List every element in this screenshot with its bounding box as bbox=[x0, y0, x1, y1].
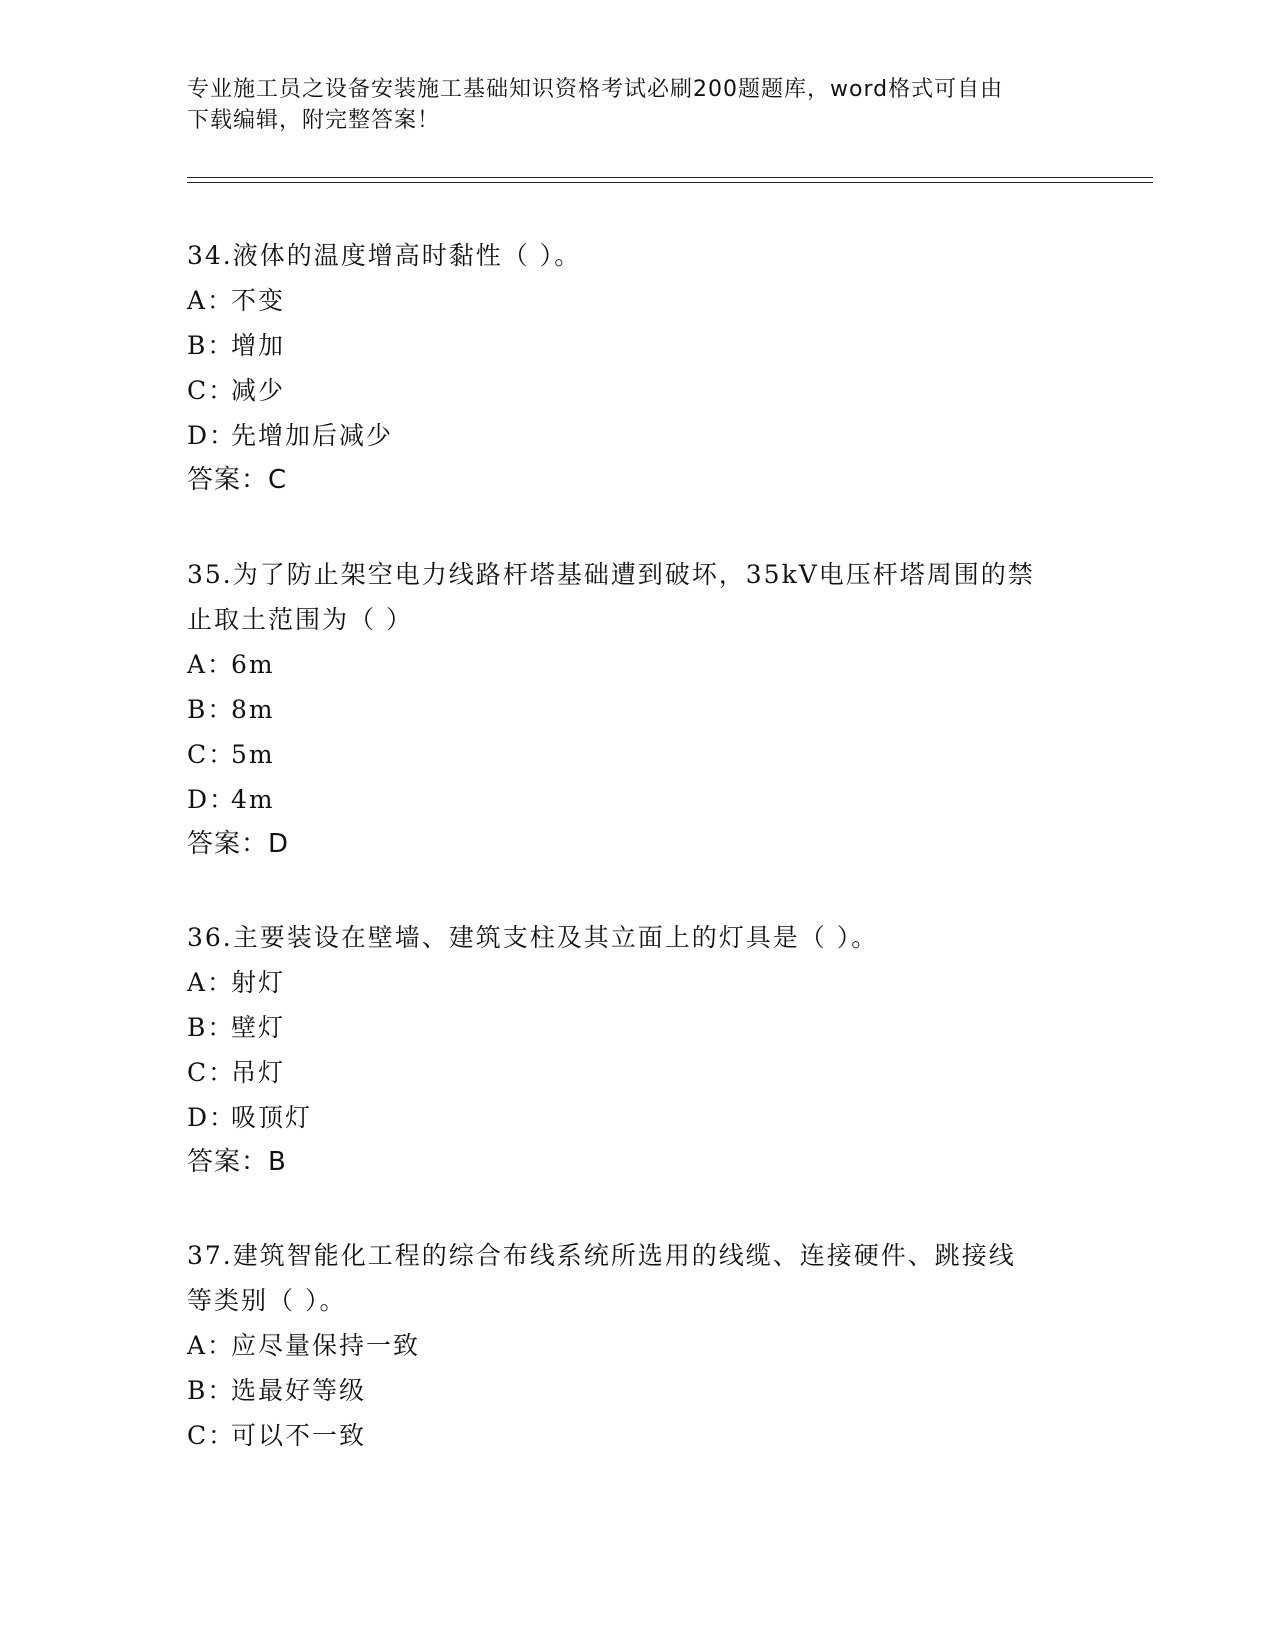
option-text: 8m bbox=[231, 695, 275, 724]
question-stem: 36.主要装设在壁墙、建筑支柱及其立面上的灯具是（ ）。 bbox=[187, 923, 879, 952]
option-letter: D： bbox=[187, 785, 237, 814]
option-text: 减少 bbox=[231, 376, 286, 405]
option-letter: C： bbox=[187, 740, 236, 769]
option-letter: D： bbox=[187, 1103, 237, 1132]
header-line-1: 专业施工员之设备安装施工基础知识资格考试必刷200题题库，word格式可自由 bbox=[187, 77, 1004, 102]
option-letter: D： bbox=[187, 421, 237, 450]
question-stem-line-2: 等类别（ ）。 bbox=[187, 1286, 347, 1315]
option-letter: B： bbox=[187, 1013, 235, 1042]
question-stem-line-1: 35.为了防止架空电力线路杆塔基础遭到破坏，35kV电压杆塔周围的禁 bbox=[187, 560, 1035, 589]
option-d bbox=[187, 1095, 1087, 1140]
option-text: 射灯 bbox=[231, 968, 286, 997]
option-text: 选最好等级 bbox=[231, 1376, 367, 1405]
question-37 bbox=[187, 1233, 1087, 1458]
option-letter: A： bbox=[187, 286, 235, 315]
option-letter: B： bbox=[187, 331, 235, 360]
option-c bbox=[187, 1413, 1087, 1458]
option-a bbox=[187, 1323, 1087, 1368]
question-stem-line-2: 止取土范围为（ ） bbox=[187, 605, 413, 634]
option-letter: B： bbox=[187, 1376, 235, 1405]
option-b bbox=[187, 687, 1087, 732]
option-b bbox=[187, 323, 1087, 368]
option-text: 5m bbox=[231, 740, 275, 769]
option-letter: A： bbox=[187, 650, 235, 679]
question-35 bbox=[187, 552, 1087, 867]
answer-line: 答案：D bbox=[187, 829, 290, 859]
option-a bbox=[187, 960, 1087, 1005]
option-d bbox=[187, 777, 1087, 822]
question-34 bbox=[187, 233, 1087, 503]
option-text: 可以不一致 bbox=[231, 1421, 367, 1450]
header-divider-bottom bbox=[187, 182, 1153, 183]
option-a bbox=[187, 278, 1087, 323]
option-b bbox=[187, 1368, 1087, 1413]
document-header bbox=[187, 74, 1087, 136]
option-text: 吊灯 bbox=[231, 1058, 286, 1087]
answer-line: 答案：B bbox=[187, 1147, 287, 1177]
question-36 bbox=[187, 915, 1087, 1185]
option-letter: C： bbox=[187, 376, 236, 405]
option-text: 6m bbox=[231, 650, 275, 679]
header-line-2: 下载编辑，附完整答案！ bbox=[187, 108, 441, 133]
option-c bbox=[187, 368, 1087, 413]
option-c bbox=[187, 732, 1087, 777]
question-stem: 34.液体的温度增高时黏性（ ）。 bbox=[187, 241, 582, 270]
question-stem-line-1: 37.建筑智能化工程的综合布线系统所选用的线缆、连接硬件、跳接线 bbox=[187, 1241, 1016, 1270]
option-text: 壁灯 bbox=[231, 1013, 286, 1042]
option-letter: B： bbox=[187, 695, 235, 724]
answer-line: 答案：C bbox=[187, 465, 288, 495]
option-letter: A： bbox=[187, 1331, 235, 1360]
option-text: 应尽量保持一致 bbox=[231, 1331, 421, 1360]
option-d bbox=[187, 413, 1087, 458]
option-a bbox=[187, 642, 1087, 687]
option-text: 增加 bbox=[231, 331, 286, 360]
option-letter: A： bbox=[187, 968, 235, 997]
option-text: 吸顶灯 bbox=[231, 1103, 313, 1132]
option-letter: C： bbox=[187, 1421, 236, 1450]
option-text: 4m bbox=[231, 785, 275, 814]
option-b bbox=[187, 1005, 1087, 1050]
option-letter: C： bbox=[187, 1058, 236, 1087]
option-c bbox=[187, 1050, 1087, 1095]
option-text: 不变 bbox=[231, 286, 286, 315]
header-divider-top bbox=[187, 177, 1153, 178]
option-text: 先增加后减少 bbox=[231, 421, 394, 450]
